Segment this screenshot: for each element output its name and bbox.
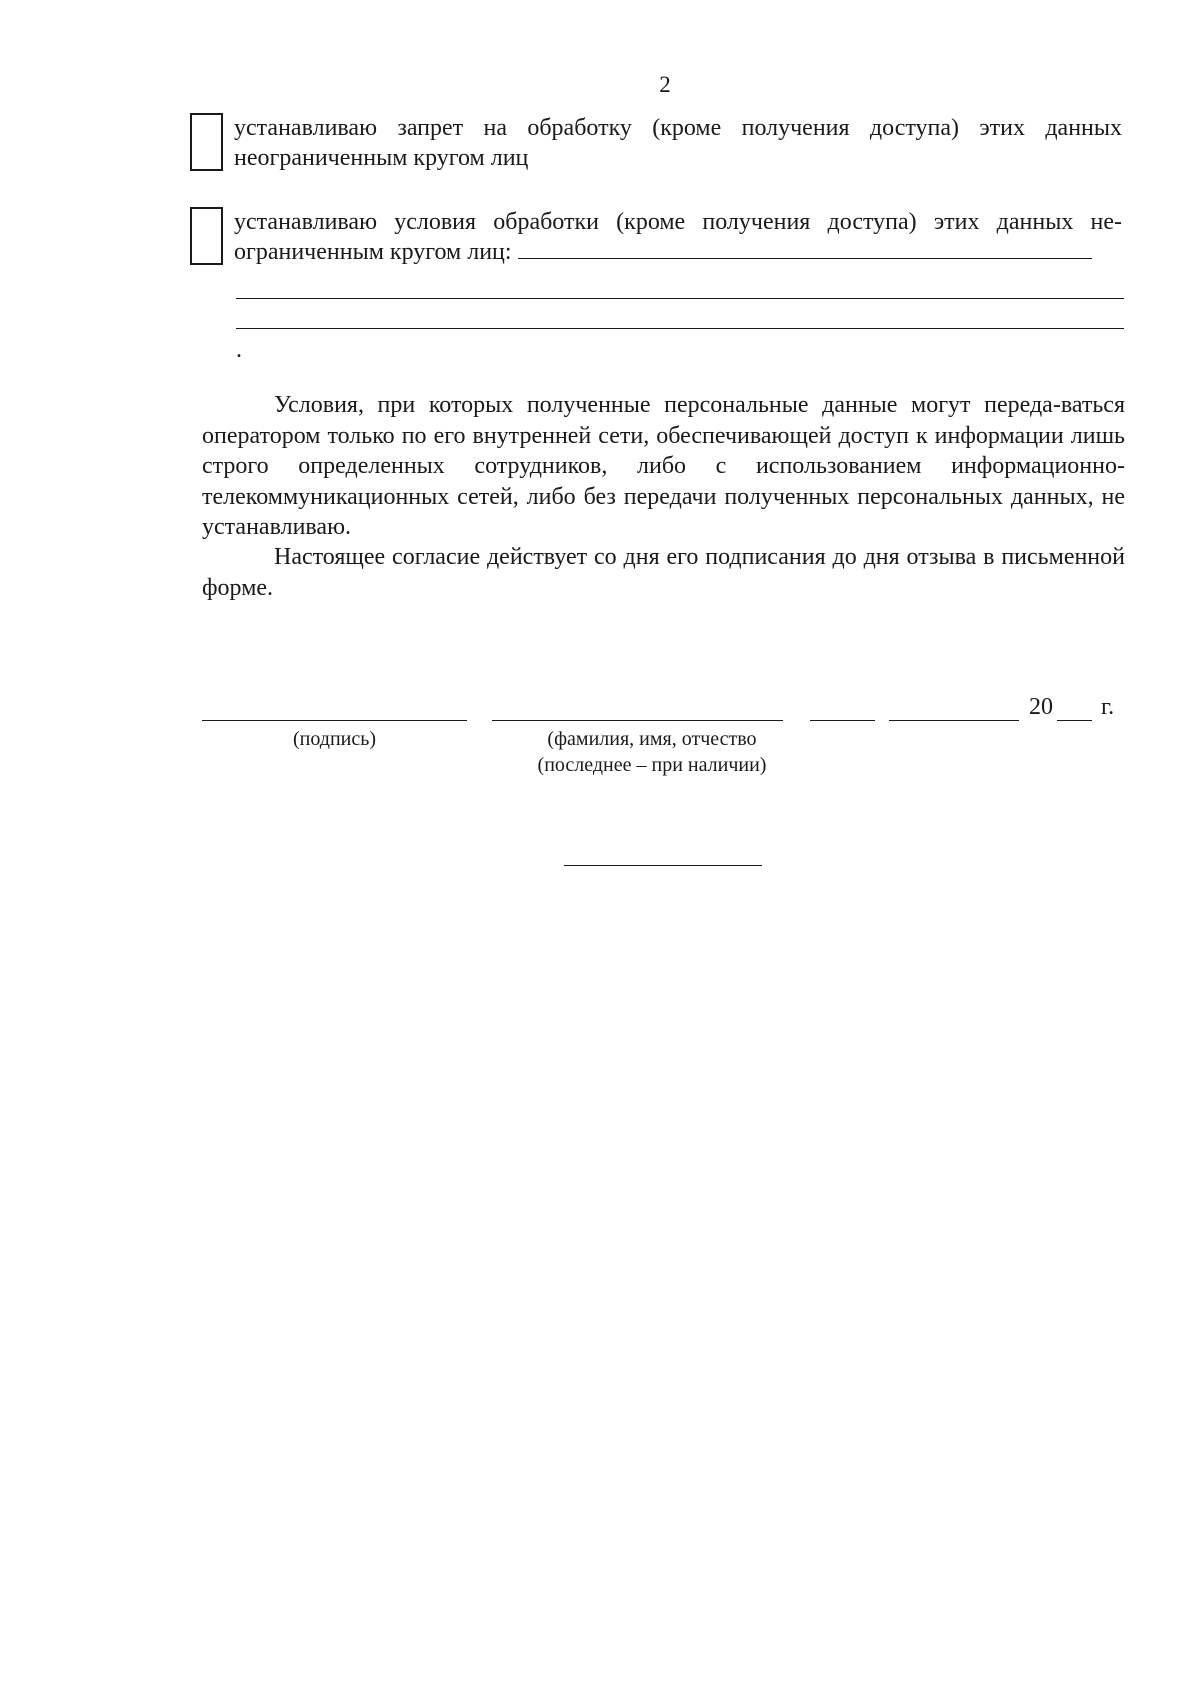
option-set-conditions-text: устанавливаю условия обработки (кроме получения доступа) этих данных не-ограниченным кругом лиц: bbox=[234, 209, 1122, 265]
conditions-input-line-1[interactable] bbox=[518, 238, 1092, 259]
full-name-caption-line-2: (последнее – при наличии) bbox=[537, 754, 767, 776]
conditions-input-line-2[interactable] bbox=[236, 298, 1124, 299]
conditions-end-mark: . bbox=[236, 337, 242, 363]
option-prohibit-processing-label: устанавливаю запрет на обработку (кроме получения доступа) этих данных неограниченным кругом лиц bbox=[234, 115, 1122, 171]
option-set-conditions-label bbox=[234, 207, 1122, 267]
conditions-input-line-3[interactable] bbox=[236, 328, 1124, 329]
full-name-caption bbox=[492, 726, 812, 778]
option-set-conditions bbox=[190, 207, 1125, 269]
checkbox-set-conditions[interactable] bbox=[190, 207, 223, 265]
date-year-line[interactable] bbox=[1057, 720, 1092, 721]
year-suffix: г. bbox=[1101, 694, 1115, 720]
page-number: 2 bbox=[659, 72, 671, 97]
date-month-line[interactable] bbox=[889, 720, 1019, 721]
signature-caption: (подпись) bbox=[292, 728, 377, 750]
signature-line[interactable] bbox=[202, 720, 467, 721]
full-name-line[interactable] bbox=[492, 720, 783, 721]
year-prefix: 20 bbox=[1029, 694, 1053, 720]
validity-paragraph: Настоящее согласие действует со дня его подписания до дня отзыва в письменной форме. bbox=[202, 544, 1125, 601]
date-day-line[interactable] bbox=[810, 720, 875, 721]
checkbox-prohibit-processing[interactable] bbox=[190, 113, 223, 171]
full-name-caption-line-1: (фамилия, имя, отчество bbox=[547, 728, 757, 750]
transfer-conditions-paragraph: Условия, при которых полученные персональные данные могут переда-ваться оператором только по его внутренней сети, обеспечивающей доступ к информации лишь строго определенных сотрудников, либо с использованием информационно-телекоммуникационных сетей, либо без передачи полученных персональных данных, не устанавливаю. bbox=[202, 392, 1125, 540]
end-of-document-divider bbox=[564, 865, 762, 866]
option-prohibit-processing bbox=[190, 113, 1125, 175]
